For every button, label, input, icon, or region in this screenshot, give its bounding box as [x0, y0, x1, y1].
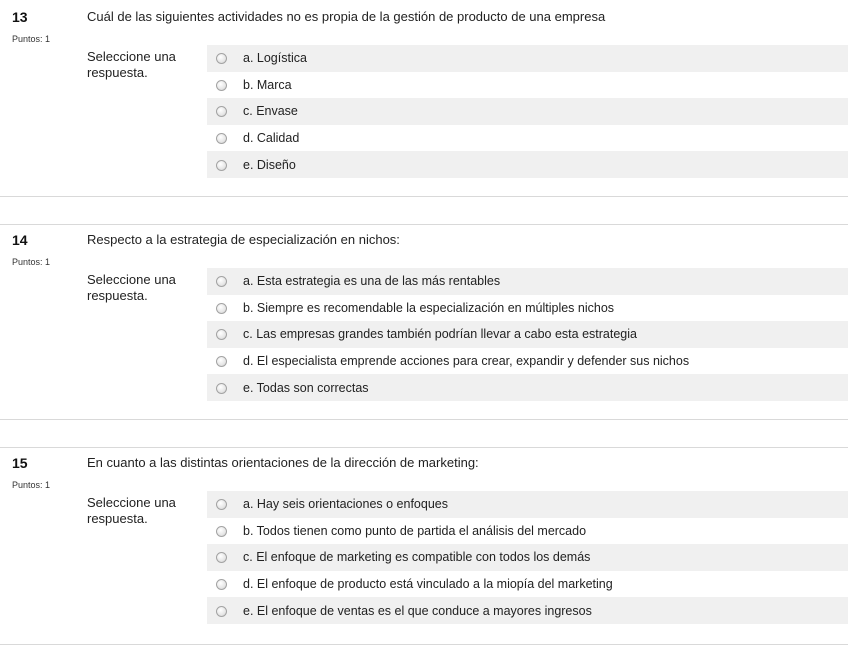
- question-points: Puntos: 1: [12, 480, 51, 490]
- radio-button[interactable]: [216, 80, 227, 91]
- answer-label[interactable]: e. Diseño: [243, 157, 296, 172]
- question-number: 13: [12, 9, 28, 25]
- divider: [0, 224, 848, 225]
- question-block-14: [0, 224, 848, 420]
- answer-label[interactable]: d. El especialista emprende acciones para crear, expandir y defender sus nichos: [243, 354, 690, 369]
- answer-option-c[interactable]: [207, 321, 848, 348]
- radio-button[interactable]: [216, 329, 227, 340]
- answer-option-a[interactable]: [207, 45, 848, 72]
- answer-prompt: Seleccione una respuesta.: [87, 272, 176, 303]
- question-block-13: [0, 1, 848, 197]
- radio-button[interactable]: [216, 133, 227, 144]
- answer-list: [207, 268, 848, 401]
- question-text: En cuanto a las distintas orientaciones de la dirección de marketing:: [87, 455, 479, 470]
- answer-label[interactable]: b. Marca: [243, 77, 292, 92]
- answer-option-e[interactable]: [207, 597, 848, 624]
- radio-button[interactable]: [216, 579, 227, 590]
- answer-label[interactable]: e. Todas son correctas: [243, 380, 369, 395]
- answer-label[interactable]: c. Las empresas grandes también podrían llevar a cabo esta estrategia: [243, 327, 637, 342]
- answer-option-b[interactable]: [207, 518, 848, 545]
- question-points: Puntos: 1: [12, 34, 51, 44]
- answer-option-d[interactable]: [207, 571, 848, 598]
- radio-button[interactable]: [216, 53, 227, 64]
- answer-option-c[interactable]: [207, 98, 848, 125]
- answer-label[interactable]: a. Hay seis orientaciones o enfoques: [243, 497, 448, 512]
- radio-button[interactable]: [216, 356, 227, 367]
- radio-button[interactable]: [216, 160, 227, 171]
- divider: [0, 419, 848, 420]
- radio-button[interactable]: [216, 383, 227, 394]
- divider: [0, 196, 848, 197]
- radio-button[interactable]: [216, 526, 227, 537]
- question-number: 15: [12, 455, 28, 471]
- divider: [0, 447, 848, 448]
- radio-button[interactable]: [216, 552, 227, 563]
- answer-label[interactable]: e. El enfoque de ventas es el que conduce a mayores ingresos: [243, 603, 592, 618]
- radio-button[interactable]: [216, 499, 227, 510]
- answer-list: [207, 491, 848, 624]
- question-block-15: [0, 447, 848, 643]
- answer-label[interactable]: d. El enfoque de producto está vinculado a la miopía del marketing: [243, 577, 613, 592]
- answer-option-b[interactable]: [207, 295, 848, 322]
- answer-label[interactable]: a. Logística: [243, 51, 307, 66]
- answer-option-d[interactable]: [207, 125, 848, 152]
- answer-prompt: Seleccione una respuesta.: [87, 49, 176, 80]
- answer-label[interactable]: a. Esta estrategia es una de las más rentables: [243, 274, 501, 289]
- answer-option-e[interactable]: [207, 374, 848, 401]
- answer-option-a[interactable]: [207, 491, 848, 518]
- answer-label[interactable]: c. Envase: [243, 104, 298, 119]
- answer-option-c[interactable]: [207, 544, 848, 571]
- question-text: Cuál de las siguientes actividades no es propia de la gestión de producto de una empresa: [87, 9, 606, 24]
- answer-label[interactable]: b. Todos tienen como punto de partida el análisis del mercado: [243, 523, 587, 538]
- question-text: Respecto a la estrategia de especialización en nichos:: [87, 232, 400, 247]
- answer-option-b[interactable]: [207, 72, 848, 99]
- radio-button[interactable]: [216, 106, 227, 117]
- answer-label[interactable]: d. Calidad: [243, 131, 300, 146]
- answer-prompt: Seleccione una respuesta.: [87, 495, 176, 526]
- answer-option-e[interactable]: [207, 151, 848, 178]
- answer-option-d[interactable]: [207, 348, 848, 375]
- radio-button[interactable]: [216, 276, 227, 287]
- question-number: 14: [12, 232, 28, 248]
- radio-button[interactable]: [216, 303, 227, 314]
- answer-option-a[interactable]: [207, 268, 848, 295]
- radio-button[interactable]: [216, 606, 227, 617]
- answer-list: [207, 45, 848, 178]
- question-points: Puntos: 1: [12, 257, 51, 267]
- answer-label[interactable]: c. El enfoque de marketing es compatible con todos los demás: [243, 550, 591, 565]
- answer-label[interactable]: b. Siempre es recomendable la especialización en múltiples nichos: [243, 300, 615, 315]
